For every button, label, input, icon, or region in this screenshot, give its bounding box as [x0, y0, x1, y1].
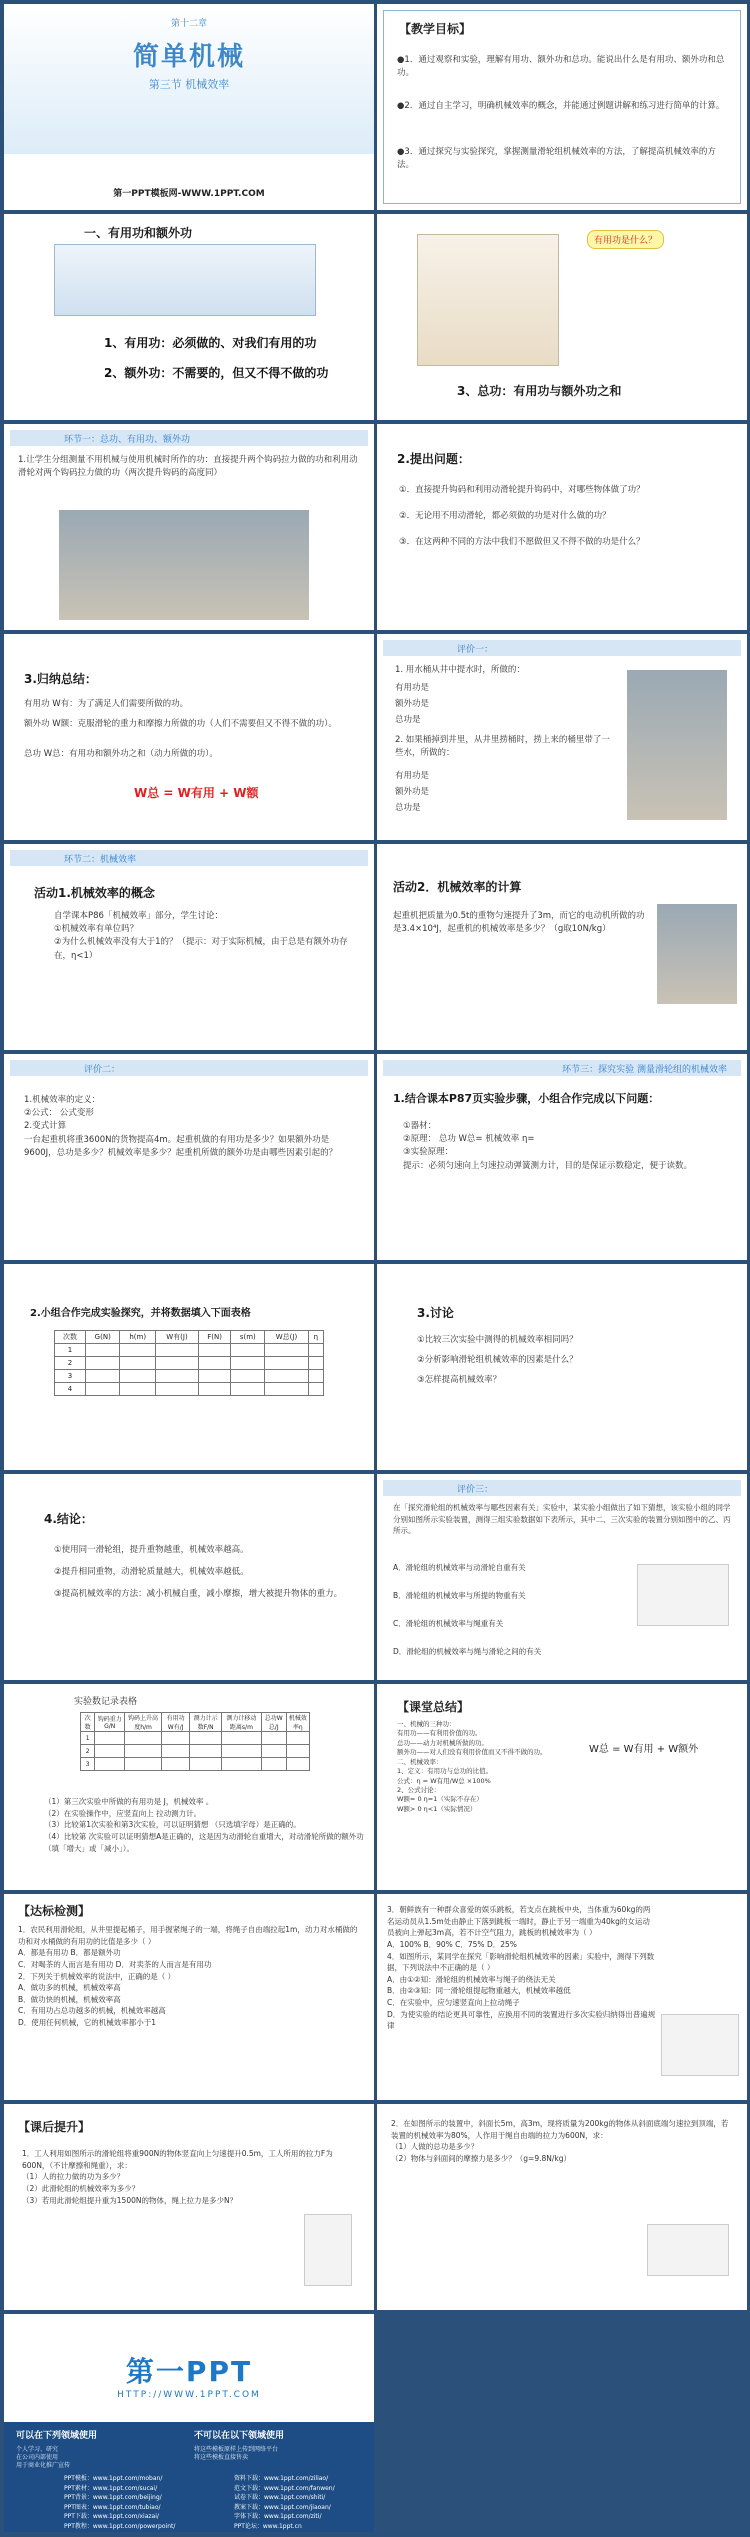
section-tag: 评价三：	[457, 1485, 494, 1495]
activity-heading: 活动1.机械效率的概念	[34, 886, 155, 900]
slide-activity-1	[4, 424, 374, 630]
column-header: 机械效率η	[286, 1713, 309, 1732]
slide-questions	[377, 424, 747, 630]
column-header: 次数	[55, 1331, 86, 1344]
page-title: 简单机械	[132, 42, 245, 72]
conclusion-item: ③提高机械效率的方法：减小机械自重，减小摩擦，增大被提升物体的重力。	[54, 1589, 343, 1599]
site-link[interactable]: PPT教程：www.1ppt.com/powerpoint/	[64, 2522, 176, 2530]
row-label: 1	[55, 1344, 86, 1357]
eval-question-2: 2. 如果桶掉到井里，从井里捞桶时，捞上来的桶里带了一些水，所做的：	[395, 735, 610, 759]
experiment-table	[54, 1330, 324, 1396]
objectives-heading: 【教学目标】	[399, 22, 472, 36]
assessment-text: 3．朝鲜族有一种群众喜爱的娱乐跳板，若支点在跳板中央，当体重为60kg的两名运动员从1.5m处由静止下落到跳板一端时，静止于另一端重为40kg的女运动员被向上弹起3m高，若不计空气阻力，跳板的机械效率为（ ） A．100% B．90% C．75% D．25% 4．如图所示，某同学在探究「影响滑轮组机械效率的因素」实验中，测得下列数据，下列说法中不正确的是（ ） A．由①②知：滑轮组的机械效率与绳子的绕法无关 B．由②③知：同一滑轮组提起物重越大，机械效率越低 C．在实验中，应匀速竖直向上拉动绳子 D．为使实验的结论更具可靠性，应换用不同的装置进行多次实验归纳得出普遍规律	[387, 1905, 656, 2031]
experiment-text: ①器材： ②原理： 总功 W总= 机械效率 η= ③实验原理： 提示：必须匀速向上匀速拉动弹簧测力计，目的是保证示数稳定，便于读数。	[403, 1121, 693, 1171]
objective-2: ●2．通过自主学习，明确机械效率的概念，并能通过例题讲解和练习进行简单的计算。	[397, 101, 725, 111]
discussion-item: ①比较三次实验中测得的机械效率相同吗？	[417, 1335, 578, 1345]
conclusion-heading: 4.结论：	[44, 1512, 93, 1526]
site-link[interactable]: 试卷下载：www.1ppt.com/shiti/	[234, 2494, 326, 2502]
title-band	[383, 640, 741, 656]
extra-work-def: 2、额外功：不需要的，但又不得不做的功	[104, 366, 329, 380]
slide-evaluation-1	[377, 634, 747, 840]
pulley-diagrams	[637, 1564, 729, 1626]
discussion-heading: 3.讨论	[417, 1306, 454, 1320]
slide-evaluation-3	[377, 1474, 747, 1680]
site-link[interactable]: PPT下载：www.1ppt.com/xiazai/	[64, 2513, 159, 2521]
column-header: h(m)	[120, 1331, 155, 1344]
homework-text: 1．工人利用如图所示的滑轮组将重900N的物体竖直向上匀速提升0.5m，工人所用的拉力F为600N，（不计摩擦和绳重），求： （1）人的拉力做的功为多少？ （2）此滑轮组的机械效率为多少？ （3）若用此滑轮组提升重为1500N的物体，绳上拉力是多少N？	[22, 2149, 333, 2205]
forbidden-item: 将这些模板直接售卖	[194, 2454, 249, 2461]
column-header: G(N)	[86, 1331, 120, 1344]
slide-experiment	[377, 1054, 747, 1260]
slide-title	[4, 4, 374, 210]
well-photo	[627, 670, 727, 820]
column-header: 测力计移动距离s/m	[222, 1713, 262, 1732]
slide-data-table	[4, 1264, 374, 1470]
table-row	[55, 1344, 324, 1357]
extra-work-text: 额外功 W额：克服滑轮的重力和摩擦力所做的功（人们不需要但又不得不做的功）。	[24, 719, 337, 729]
column-header: 次数	[81, 1713, 95, 1732]
column-header: W总(J)	[265, 1331, 308, 1344]
option-c: C．滑轮组的机械效率与绳重有关	[393, 1619, 504, 1628]
site-link[interactable]: PPT图表：www.1ppt.com/tubiao/	[64, 2503, 161, 2511]
footer-logo: 第一PPT	[125, 2355, 253, 2388]
assessment-text: 1．农民利用滑轮组，从井里提起桶子，用手握紧绳子的一端，将绳子自由端拉起1m，动力对水桶做的功和对水桶做的有用功的比值是多少（ ） A．都是有用功 B．都是额外功 C．对喝茶的人而言是有用功 D．对卖茶的人而言是有用功 2．下列关于机械效率的说法中，正确的是（ ） A．做功多的机械，机械效率高 B．做功快的机械，机械效率高 C．有用功占总功越多的机械，机械效率越高 D．使用任何机械，它的机械效率都小于1	[18, 1925, 358, 2027]
section-tag: 环节二：机械效率	[64, 855, 137, 865]
site-links-left	[64, 2474, 175, 2532]
site-link[interactable]: PPT模板：www.1ppt.com/moban/	[64, 2475, 163, 2482]
homework-heading: 【课后提升】	[18, 2120, 91, 2134]
answer-line: 总功是	[395, 803, 421, 813]
section-tag: 评价二：	[84, 1065, 121, 1075]
forbidden-item: 将这些模板原样上传到网络平台	[194, 2446, 279, 2453]
allowed-title: 可以在下列领域使用	[16, 2431, 98, 2441]
row-label: 2	[55, 1357, 86, 1370]
site-link[interactable]: PPT背景：www.1ppt.com/beijing/	[64, 2494, 162, 2502]
allowed-item: 在公司内部使用	[16, 2454, 59, 2461]
site-link[interactable]: 范文下载：www.1ppt.com/fanwen/	[234, 2484, 335, 2492]
title-band	[10, 1060, 368, 1076]
option-b: B．滑轮组的机械效率与所提的物重有关	[393, 1591, 526, 1600]
forbidden-title: 不可以在以下领域使用	[194, 2431, 285, 2441]
question-2: ②．无论用不用动滑轮，都必须做的功是对什么做的功？	[399, 511, 611, 521]
section-heading: 一、有用功和额外功	[84, 226, 193, 240]
questions-heading: 2.提出问题：	[397, 452, 470, 466]
activity-heading: 活动2．机械效率的计算	[393, 880, 522, 894]
total-work-text: 总功 W总：有用功和额外功之和（动力所做的功）。	[24, 749, 218, 759]
calc-problem: 起重机把质量为0.5t的重物匀速提升了3m，而它的电动机所做的功是3.4×10⁴J，起重机的机械效率是多少？（g取10N/kg）	[393, 911, 645, 935]
table-row: 2	[81, 1745, 310, 1758]
activity-text: 自学课本P86「机械效率」部分，学生讨论： ①机械效率有单位吗？ ②为什么机械效率没有大于1的？（提示：对于实际机械，由于总是有额外功存在，η<1）	[54, 911, 348, 961]
record-heading: 实验数记录表格	[74, 1697, 138, 1707]
table-heading: 2.小组合作完成实验探究，并将数据填入下面表格	[30, 1308, 251, 1319]
answer-line: 总功是	[395, 715, 421, 725]
footer-url: HTTP://WWW.1PPT.COM	[117, 2390, 261, 2400]
useful-work-text: 有用功 W有：为了满足人们需要所做的功。	[24, 699, 189, 709]
experiment-photo	[59, 510, 309, 620]
row-label: 4	[55, 1383, 86, 1396]
summary-heading: 3.归纳总结：	[24, 672, 97, 686]
answer-line: 额外功是	[395, 699, 430, 709]
column-header: s(m)	[231, 1331, 265, 1344]
section-tag: 环节三：探究实验 测量滑轮组的机械效率	[562, 1065, 727, 1075]
homework-text: 2．在如图所示的装置中，斜面长5m，高3m，现将质量为200kg的物体从斜面底端匀速拉到顶端，若装置的机械效率为80%，人作用于绳自由端的拉力为600N，求： （1）人做的总功是多少？ （2）物体与斜面间的摩擦力是多少？（g=9.8N/kg）	[391, 2119, 729, 2163]
useful-work-def: 1、有用功：必须做的、对我们有用的功	[104, 336, 317, 350]
eval-question-1: 1. 用水桶从井中提水时，所做的：	[395, 665, 525, 675]
evaluation-text: 在「探究滑轮组的机械效率与哪些因素有关」实验中，某实验小组做出了如下猜想，该实验小组的同学分别如图所示实验装置，测得三组实验数据如下表所示，其中二、三次实验的装置分别如图中的乙、丙所示。	[393, 1503, 731, 1536]
incline-figure	[647, 2224, 729, 2276]
conclusion-item: ①使用同一滑轮组，提升重物越重，机械效率越高。	[54, 1545, 249, 1555]
site-links-right	[234, 2474, 335, 2532]
column-header: 钩码上升高度h/m	[125, 1713, 162, 1732]
record-table	[80, 1712, 310, 1771]
pulley-diagrams	[661, 2014, 739, 2076]
objective-3: ●3．通过探究与实验探究，掌握测量滑轮组机械效率的方法，了解提高机械效率的方法。	[397, 147, 716, 171]
slide-assessment	[4, 1894, 374, 2100]
slide-summary-work	[4, 634, 374, 840]
slide-efficiency-calc	[377, 844, 747, 1050]
allowed-item: 个人学习、研究	[16, 2446, 59, 2453]
option-d: D．滑轮组的机械效率与绳与滑轮之间的有关	[393, 1647, 542, 1656]
slide-record-table	[4, 1684, 374, 1890]
table-header-row	[55, 1331, 324, 1344]
column-header: 有用功W有/J	[162, 1713, 190, 1732]
site-link[interactable]: 资料下载：www.1ppt.com/ziliao/	[234, 2475, 329, 2482]
slide-conclusion	[4, 1474, 374, 1680]
summary-text: 一、机械的三种功： 有用功——有利用价值的功。 总功——动力对机械所做的功。 额外功——对人们没有利用价值而又不得不做的功。 二、机械效率： 1、定义：有用功与总功的比值。 公式：η = W有用/W总 ×100% 2、公式讨论： W额= 0 η=1（实际不存在） W额> 0 η<1（实际情况）	[397, 1720, 547, 1813]
column-header: 测力计示数F/N	[190, 1713, 222, 1732]
section-tag: 环节一：总功、有用功、额外功	[64, 435, 191, 445]
pulley-illustration	[417, 234, 559, 366]
answer-line: 有用功是	[395, 683, 430, 693]
question-3: ③．在这两种不同的方法中我们不愿做但又不得不做的功是什么？	[399, 537, 645, 547]
table-row: 3	[81, 1758, 310, 1771]
table-row	[55, 1370, 324, 1383]
total-work-def: 3、总功：有用功与额外功之和	[457, 384, 622, 398]
row-label: 3	[55, 1370, 86, 1383]
slide-discussion	[377, 1264, 747, 1470]
assessment-heading: 【达标检测】	[18, 1904, 91, 1918]
speech-bubble: 有用功是什么？	[587, 230, 664, 249]
column-header: η	[308, 1331, 323, 1344]
section-title: 第三节 机械效率	[148, 78, 230, 91]
table-row	[55, 1383, 324, 1396]
summary-formula: W总 = W有用 + W额外	[589, 1744, 699, 1755]
option-a: A．滑轮组的机械效率与动滑轮自重有关	[393, 1563, 526, 1572]
scaffold-illustration	[54, 244, 316, 316]
site-link[interactable]: 字体下载：www.1ppt.com/ziti/	[234, 2513, 322, 2521]
column-header: F(N)	[199, 1331, 231, 1344]
site-link[interactable]: 教案下载：www.1ppt.com/jiaoan/	[234, 2503, 331, 2511]
site-label: 第一PPT模板网-WWW.1PPT.COM	[113, 189, 265, 199]
answer-line: 额外功是	[395, 787, 430, 797]
column-header: W有(J)	[155, 1331, 198, 1344]
slide-total-work	[377, 214, 747, 420]
slide-efficiency-concept	[4, 844, 374, 1050]
summary-heading: 【课堂总结】	[397, 1700, 470, 1714]
column-header: 钩码重力G/N	[95, 1713, 125, 1732]
evaluation-text: 1.机械效率的定义： ②公式： 公式变形 2.变式计算 一台起重机将重3600N的货物提高4m。起重机做的有用功是多少？如果额外功是9600J，总功是多少？机械效率是多少？起重机所做的额外功是由哪些因素引起的？	[24, 1095, 338, 1158]
discussion-item: ②分析影响滑轮组机械效率的因素是什么？	[417, 1355, 578, 1365]
slide-useful-work	[4, 214, 374, 420]
pulley-figure	[304, 2214, 352, 2286]
crane-photo	[657, 904, 737, 1004]
site-link[interactable]: PPT论坛：www.1ppt.cn	[234, 2522, 302, 2530]
question-1: ①．直接提升钩码和利用动滑轮提升钩码中，对哪些物体做了功？	[399, 485, 645, 495]
table-row: 1	[81, 1732, 310, 1745]
work-formula: W总 = W有用 + W额	[134, 786, 259, 800]
slide-objectives	[377, 4, 747, 210]
table-header-row	[81, 1713, 310, 1732]
slide-evaluation-2	[4, 1054, 374, 1260]
activity-text: 1.让学生分组测量不用机械与使用机械时所作的功：直接提升两个钩码拉力做的功和利用动滑轮对两个钩码拉力做的功（两次提升钩码的高度同）	[18, 455, 358, 479]
site-link[interactable]: PPT素材：www.1ppt.com/sucai/	[64, 2484, 158, 2492]
slide-footer	[4, 2314, 374, 2532]
slide-assessment-2	[377, 1894, 747, 2100]
chapter-label: 第十二章	[170, 19, 207, 29]
answer-line: 有用功是	[395, 771, 430, 781]
allowed-item: 用于商业化推广宣传	[16, 2462, 71, 2469]
title-band	[383, 1480, 741, 1496]
experiment-heading: 1.结合课本P87页实验步骤，小组合作完成以下问题：	[393, 1092, 660, 1105]
discussion-item: ③怎样提高机械效率？	[417, 1375, 502, 1385]
record-questions: （1）第三次实验中所做的有用功是 J，机械效率 。 （2）在实验操作中，应竖直向上 拉动测力计。 （3）比较第1次实验和第3次实验，可以证明猜想 （只选填字母）是正确的。 （4）比较第 次实验可以证明猜想A是正确的，这是因为动滑轮自重增大，对动滑轮所做的额外功 （填「增大」或「减小」）。	[44, 1797, 364, 1853]
section-tag: 评价一：	[457, 645, 494, 655]
conclusion-item: ②提升相同重物，动滑轮质量越大，机械效率越低。	[54, 1567, 249, 1577]
footer-info-panel	[4, 2422, 374, 2532]
slide-homework-2	[377, 2104, 747, 2310]
slide-homework-1	[4, 2104, 374, 2310]
objective-1: ●1．通过观察和实验，理解有用功、额外功和总功。能说出什么是有用功、额外功和总功。	[397, 55, 725, 79]
column-header: 总功W总/J	[261, 1713, 286, 1732]
table-row	[55, 1357, 324, 1370]
slide-class-summary	[377, 1684, 747, 1890]
